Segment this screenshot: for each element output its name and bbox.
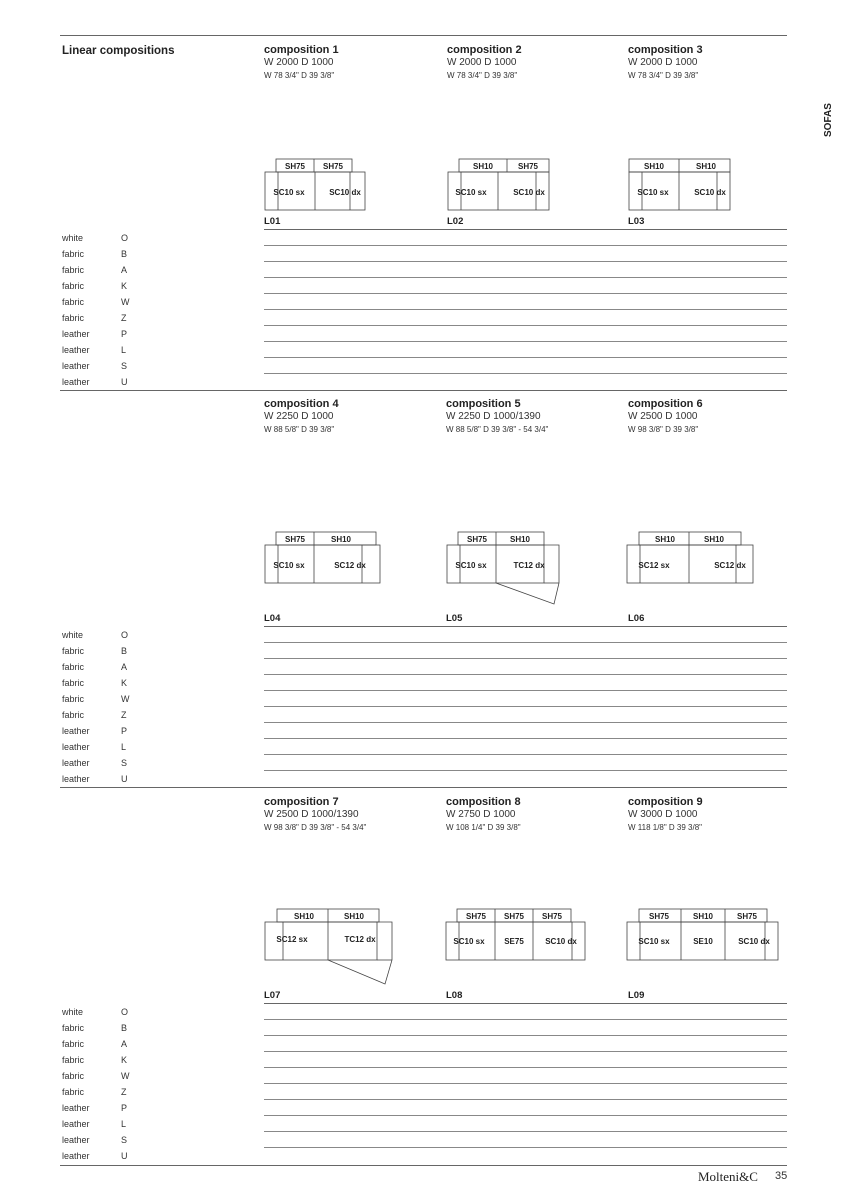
bottom-rule <box>60 1165 787 1166</box>
finish-code: W <box>121 1071 130 1081</box>
composition-code: L06 <box>628 613 645 624</box>
finish-code: U <box>121 774 128 784</box>
finish-code: K <box>121 1055 128 1065</box>
back-label: SH75 <box>503 912 525 921</box>
composition-imperial-dims: W 88 5/8" D 39 3/8" <box>264 425 335 434</box>
price-row-line <box>264 1083 787 1084</box>
price-row-line <box>264 325 787 326</box>
composition-title: composition 8 <box>446 796 521 808</box>
brand-logo: Molteni&C <box>698 1169 758 1184</box>
composition-1-diagram <box>262 156 382 214</box>
composition-title: composition 6 <box>628 398 703 410</box>
back-label: SH10 <box>509 535 531 544</box>
seat-label: SC10 sx <box>637 188 669 197</box>
finish-type: fabric <box>62 694 85 704</box>
composition-title: composition 1 <box>264 44 339 56</box>
composition-title: composition 4 <box>264 398 339 410</box>
composition-8-header <box>446 796 521 834</box>
block-rule <box>264 229 787 230</box>
composition-metric-dims: W 2250 D 1000 <box>264 411 334 422</box>
price-row-line <box>264 373 787 374</box>
seat-label: SE75 <box>504 937 524 946</box>
price-row-line <box>264 1115 787 1116</box>
finish-type: fabric <box>62 678 85 688</box>
composition-code: L04 <box>264 613 281 624</box>
composition-code: L08 <box>446 990 463 1001</box>
finish-code: K <box>121 281 128 291</box>
composition-3-diagram <box>626 156 746 214</box>
composition-4-diagram <box>262 529 392 587</box>
finish-type: fabric <box>62 1055 85 1065</box>
finish-type: leather <box>62 345 90 355</box>
price-row-line <box>264 1147 787 1148</box>
finish-code: P <box>121 1103 128 1113</box>
finish-type: fabric <box>62 265 85 275</box>
finish-type: leather <box>62 726 90 736</box>
composition-code: L03 <box>628 216 645 227</box>
block-rule <box>264 1003 787 1004</box>
seat-label: SC12 dx <box>334 561 366 570</box>
finish-type: leather <box>62 1119 90 1129</box>
composition-code: L09 <box>628 990 645 1001</box>
price-row-line <box>264 277 787 278</box>
seat-label: SC10 dx <box>329 188 361 197</box>
composition-7-header <box>264 796 366 834</box>
composition-title: composition 2 <box>447 44 522 56</box>
price-row-line <box>264 261 787 262</box>
finish-type: fabric <box>62 297 85 307</box>
finish-type: leather <box>62 1103 90 1113</box>
price-row-line <box>264 770 787 771</box>
price-row-line <box>264 674 787 675</box>
top-rule <box>60 35 787 36</box>
finish-type: leather <box>62 742 90 752</box>
finish-code: L <box>121 742 127 752</box>
composition-title: composition 9 <box>628 796 703 808</box>
composition-5-header <box>446 398 548 436</box>
finish-type: fabric <box>62 249 85 259</box>
back-label: SH10 <box>654 535 676 544</box>
composition-metric-dims: W 2250 D 1000/1390 <box>446 411 541 422</box>
seat-label: SE10 <box>693 937 713 946</box>
composition-3-header <box>628 44 703 82</box>
price-row-line <box>264 1067 787 1068</box>
composition-5-diagram <box>444 529 569 609</box>
finish-type: leather <box>62 1135 90 1145</box>
finish-code: P <box>121 726 128 736</box>
back-label: SH10 <box>692 912 714 921</box>
seat-label: SC10 dx <box>545 937 577 946</box>
back-label: SH75 <box>517 162 539 171</box>
seat-label: TC12 dx <box>513 561 545 570</box>
back-label: SH75 <box>284 162 306 171</box>
finish-code: P <box>121 329 128 339</box>
section-title: Linear compositions <box>62 45 175 57</box>
finish-code: B <box>121 646 128 656</box>
composition-imperial-dims: W 98 3/8" D 39 3/8" <box>628 425 699 434</box>
composition-title: composition 7 <box>264 796 339 808</box>
finish-code: A <box>121 1039 128 1049</box>
back-label: SH75 <box>465 912 487 921</box>
composition-imperial-dims: W 118 1/8" D 39 3/8" <box>628 823 703 832</box>
section-rule <box>60 787 787 788</box>
block-rule <box>264 626 787 627</box>
finish-code: A <box>121 662 128 672</box>
price-row-line <box>264 642 787 643</box>
seat-label: TC12 dx <box>344 935 376 944</box>
price-row-line <box>264 341 787 342</box>
composition-metric-dims: W 3000 D 1000 <box>628 809 698 820</box>
composition-2-diagram <box>445 156 565 214</box>
composition-imperial-dims: W 78 3/4" D 39 3/8" <box>447 71 518 80</box>
back-label: SH75 <box>322 162 344 171</box>
finish-code: Z <box>121 1087 127 1097</box>
finish-type: fabric <box>62 1039 85 1049</box>
finish-code: L <box>121 1119 127 1129</box>
composition-imperial-dims: W 98 3/8" D 39 3/8" - 54 3/4" <box>264 823 367 832</box>
price-row-line <box>264 357 787 358</box>
composition-imperial-dims: W 78 3/4" D 39 3/8" <box>264 71 335 80</box>
side-label: SOFAS <box>823 103 834 137</box>
back-label: SH75 <box>736 912 758 921</box>
composition-9-header <box>628 796 703 834</box>
seat-label: SC12 sx <box>276 935 308 944</box>
composition-1-header <box>264 44 339 82</box>
finish-type: leather <box>62 1151 90 1161</box>
finish-type: fabric <box>62 1023 85 1033</box>
back-label: SH10 <box>695 162 717 171</box>
price-row-line <box>264 293 787 294</box>
finish-code: B <box>121 249 128 259</box>
seat-label: SC10 sx <box>273 561 305 570</box>
finish-code: O <box>121 233 129 243</box>
back-label: SH75 <box>466 535 488 544</box>
composition-metric-dims: W 2500 D 1000/1390 <box>264 809 359 820</box>
price-row-line <box>264 658 787 659</box>
composition-imperial-dims: W 108 1/4" D 39 3/8" <box>446 823 521 832</box>
finish-type: leather <box>62 361 90 371</box>
seat-label: SC12 dx <box>714 561 746 570</box>
finish-code: U <box>121 377 128 387</box>
page-number: 35 <box>775 1170 788 1182</box>
composition-4-header <box>264 398 339 436</box>
finish-code: O <box>121 630 129 640</box>
composition-imperial-dims: W 78 3/4" D 39 3/8" <box>628 71 699 80</box>
composition-9-diagram <box>624 906 782 964</box>
finish-type: white <box>62 630 84 640</box>
composition-6-header <box>628 398 703 436</box>
finish-type: fabric <box>62 646 85 656</box>
composition-title: composition 5 <box>446 398 521 410</box>
seat-label: SC10 dx <box>738 937 770 946</box>
back-label: SH10 <box>472 162 494 171</box>
finish-code: U <box>121 1151 128 1161</box>
composition-title: composition 3 <box>628 44 703 56</box>
price-row-line <box>264 706 787 707</box>
finish-type: fabric <box>62 1087 85 1097</box>
back-label: SH10 <box>703 535 725 544</box>
price-row-line <box>264 1099 787 1100</box>
composition-7-diagram <box>262 906 402 988</box>
composition-metric-dims: W 2500 D 1000 <box>628 411 698 422</box>
price-row-line <box>264 690 787 691</box>
finish-type: fabric <box>62 662 85 672</box>
composition-code: L05 <box>446 613 463 624</box>
composition-code: L07 <box>264 990 281 1001</box>
finish-type: leather <box>62 377 90 387</box>
seat-label: SC10 sx <box>455 561 487 570</box>
seat-label: SC10 sx <box>455 188 487 197</box>
seat-label: SC10 sx <box>273 188 305 197</box>
finish-type: white <box>62 1007 84 1017</box>
price-row-line <box>264 309 787 310</box>
seat-label: SC10 dx <box>694 188 726 197</box>
back-label: SH75 <box>648 912 670 921</box>
composition-metric-dims: W 2000 D 1000 <box>447 57 517 68</box>
finish-type: fabric <box>62 281 85 291</box>
back-label: SH10 <box>293 912 315 921</box>
back-label: SH10 <box>343 912 365 921</box>
finish-type: fabric <box>62 710 85 720</box>
composition-metric-dims: W 2000 D 1000 <box>264 57 334 68</box>
price-row-line <box>264 1019 787 1020</box>
finish-code: S <box>121 758 128 768</box>
seat-label: SC12 sx <box>638 561 670 570</box>
finish-code: S <box>121 361 128 371</box>
composition-6-diagram <box>624 529 759 587</box>
price-row-line <box>264 245 787 246</box>
finish-code: Z <box>121 313 127 323</box>
price-row-line <box>264 754 787 755</box>
price-row-line <box>264 1131 787 1132</box>
composition-8-diagram <box>444 906 589 964</box>
finish-code: Z <box>121 710 127 720</box>
composition-code: L01 <box>264 216 281 227</box>
finish-type: leather <box>62 329 90 339</box>
finish-code: L <box>121 345 127 355</box>
back-label: SH75 <box>541 912 563 921</box>
composition-metric-dims: W 2000 D 1000 <box>628 57 698 68</box>
finish-code: O <box>121 1007 129 1017</box>
composition-metric-dims: W 2750 D 1000 <box>446 809 516 820</box>
back-label: SH10 <box>643 162 665 171</box>
composition-code: L02 <box>447 216 464 227</box>
finish-code: S <box>121 1135 128 1145</box>
section-rule <box>60 390 787 391</box>
finish-code: W <box>121 694 130 704</box>
finish-type: white <box>62 233 84 243</box>
back-label: SH10 <box>330 535 352 544</box>
price-row-line <box>264 1051 787 1052</box>
seat-label: SC10 dx <box>513 188 545 197</box>
finish-type: leather <box>62 774 90 784</box>
composition-2-header <box>447 44 522 82</box>
back-label: SH75 <box>284 535 306 544</box>
finish-type: leather <box>62 758 90 768</box>
finish-code: A <box>121 265 128 275</box>
seat-label: SC10 sx <box>453 937 485 946</box>
seat-label: SC10 sx <box>638 937 670 946</box>
price-row-line <box>264 738 787 739</box>
composition-imperial-dims: W 88 5/8" D 39 3/8" - 54 3/4" <box>446 425 549 434</box>
finish-type: fabric <box>62 1071 85 1081</box>
finish-code: B <box>121 1023 128 1033</box>
finish-code: K <box>121 678 128 688</box>
price-row-line <box>264 1035 787 1036</box>
finish-code: W <box>121 297 130 307</box>
price-row-line <box>264 722 787 723</box>
finish-type: fabric <box>62 313 85 323</box>
